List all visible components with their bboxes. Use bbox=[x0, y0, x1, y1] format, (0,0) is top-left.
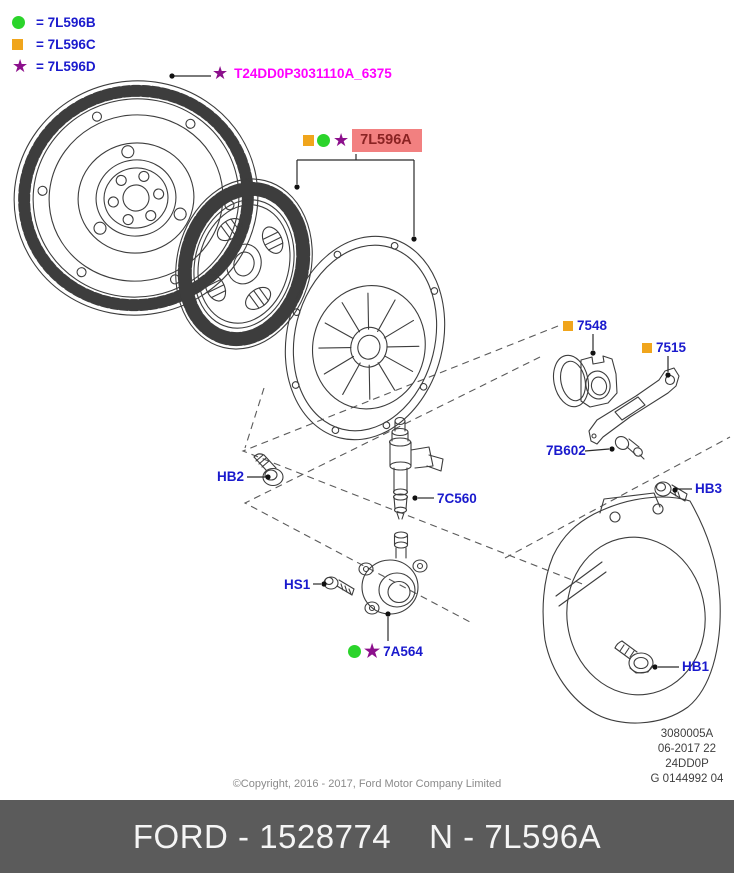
footer-bar bbox=[0, 800, 734, 873]
callout-guide-tube[interactable] bbox=[437, 491, 477, 506]
orange-square-icon bbox=[563, 321, 573, 331]
bolt-hb1-drawing bbox=[615, 641, 653, 673]
callout-bolt-hb1[interactable] bbox=[682, 659, 709, 674]
kit-callout[interactable] bbox=[303, 128, 422, 153]
legend-label: = 7L596B bbox=[36, 14, 96, 30]
bolt-hb3-drawing bbox=[655, 482, 687, 501]
legend-label: = 7L596C bbox=[36, 36, 96, 52]
purple-star-icon bbox=[212, 67, 228, 80]
release-bearing-drawing bbox=[549, 352, 617, 410]
purple-star-icon bbox=[364, 645, 380, 658]
green-circle-icon bbox=[12, 16, 25, 29]
stamp-line: 06-2017 22 bbox=[657, 743, 717, 755]
callout-screw-hs1[interactable] bbox=[284, 577, 310, 592]
orange-square-icon bbox=[12, 39, 23, 50]
legend-item-7l596b bbox=[12, 11, 96, 33]
assembly-reference-label: T24DD0P3031110A_6375 bbox=[234, 66, 392, 81]
purple-star-icon bbox=[333, 134, 349, 147]
callout-slave-cylinder[interactable] bbox=[348, 644, 423, 659]
clutch-fork-drawing bbox=[589, 368, 679, 444]
pivot-bolt-drawing bbox=[613, 434, 644, 459]
kit-part-label[interactable]: 7L596A bbox=[352, 129, 422, 152]
part-label[interactable]: 7515 bbox=[656, 340, 687, 355]
bolt-hb2-drawing bbox=[254, 454, 283, 486]
part-label[interactable]: 7548 bbox=[577, 318, 608, 333]
stamp-line: G 0144992 04 bbox=[650, 773, 724, 785]
stamp-line: 3080005A bbox=[660, 728, 714, 740]
slave-cylinder-drawing bbox=[359, 532, 427, 614]
clutch-disc-drawing bbox=[158, 164, 330, 363]
legend bbox=[12, 11, 96, 77]
purple-star-icon bbox=[12, 60, 28, 73]
callout-clutch-fork[interactable] bbox=[642, 340, 686, 355]
legend-item-7l596c bbox=[12, 33, 96, 55]
part-label[interactable]: HB3 bbox=[695, 481, 723, 496]
legend-label: = 7L596D bbox=[36, 58, 96, 74]
callout-bolt-hb3[interactable] bbox=[695, 481, 722, 496]
part-label[interactable]: HB1 bbox=[682, 659, 710, 674]
legend-item-7l596d bbox=[12, 55, 96, 77]
green-circle-icon bbox=[317, 134, 330, 147]
callout-bolt-hb2[interactable] bbox=[217, 469, 244, 484]
stamp-line: 24DD0P bbox=[665, 758, 709, 770]
part-label[interactable]: HS1 bbox=[284, 577, 311, 592]
part-label[interactable]: 7B602 bbox=[546, 443, 586, 458]
orange-square-icon bbox=[642, 343, 652, 353]
orange-square-icon bbox=[303, 135, 314, 146]
footer-catalog-number: FORD - 1528774 bbox=[132, 817, 392, 855]
assembly-reference-callout bbox=[212, 66, 392, 81]
green-circle-icon bbox=[348, 645, 361, 658]
callout-fork-pivot-bolt[interactable] bbox=[546, 443, 586, 458]
bell-housing-drawing bbox=[543, 493, 720, 723]
part-label[interactable]: HB2 bbox=[217, 469, 245, 484]
part-label[interactable]: 7C560 bbox=[437, 491, 477, 506]
screw-hs1-drawing bbox=[324, 577, 354, 595]
part-label[interactable]: 7A564 bbox=[383, 644, 423, 659]
guide-tube-drawing bbox=[390, 418, 444, 520]
footer-part-number: N - 7L596A bbox=[429, 817, 602, 855]
callout-release-bearing[interactable] bbox=[563, 318, 607, 333]
copyright-notice: ©Copyright, 2016 - 2017, Ford Motor Company Limited bbox=[232, 778, 502, 790]
